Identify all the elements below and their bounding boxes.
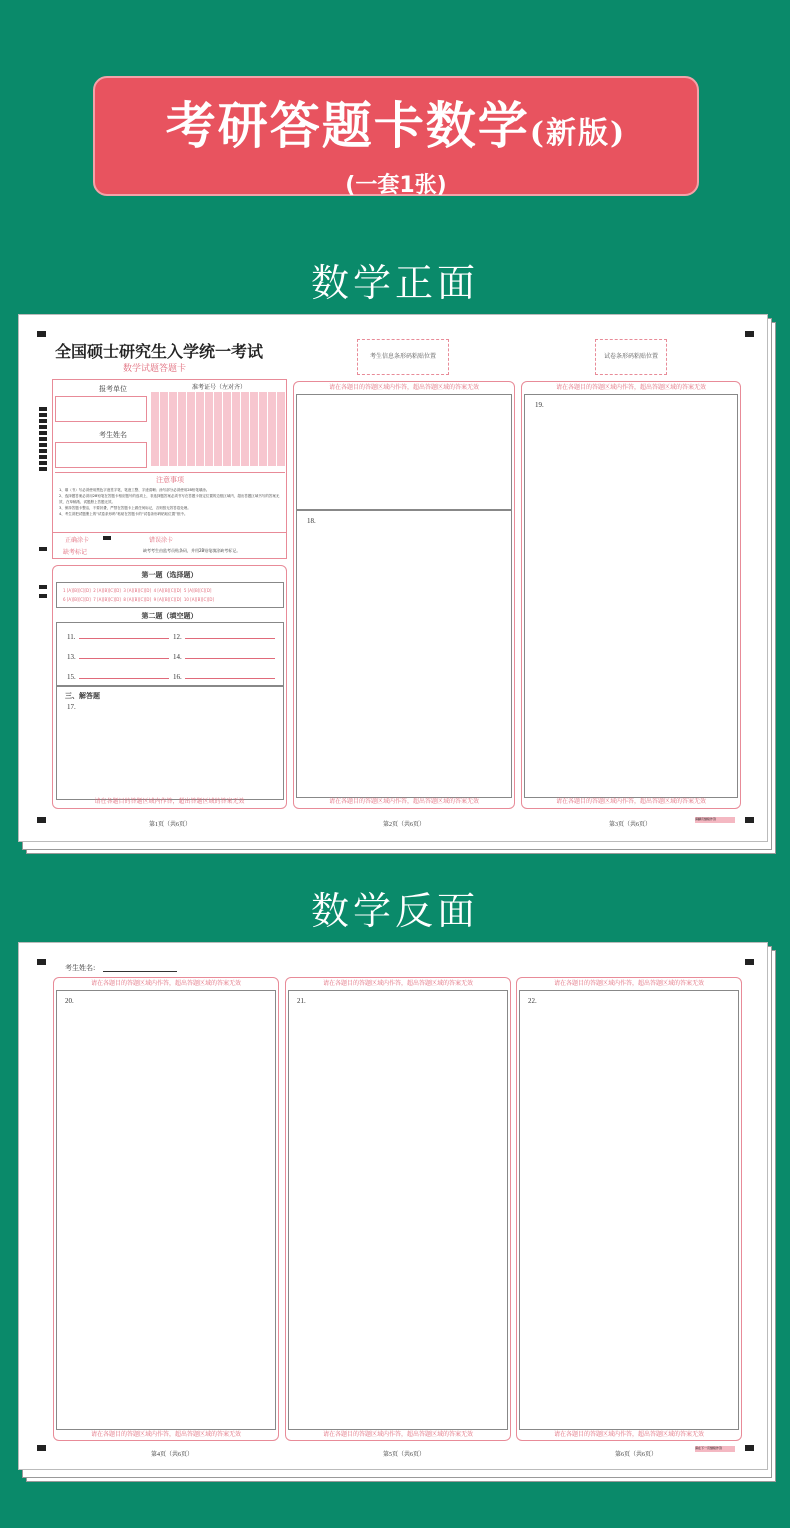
q21-area[interactable]: 21. xyxy=(288,990,508,1430)
back-name-label: 考生姓名: xyxy=(65,964,96,972)
exam-number-grid[interactable] xyxy=(151,392,285,466)
info-panel xyxy=(52,379,287,559)
back-heading: 数学反面 xyxy=(310,889,479,933)
wrong-label: 错误涂卡 xyxy=(149,537,174,544)
q19-area[interactable]: 19. xyxy=(524,394,738,798)
sec2-title: 第二题（填空题） xyxy=(141,612,198,620)
banner-title: 考研答题卡数学 xyxy=(165,96,530,155)
banner-subtitle: (一套1张) xyxy=(345,173,447,198)
timing-marks xyxy=(39,407,47,473)
correct-label: 正确涂卡 xyxy=(65,537,90,544)
absent-note: 缺考考生由监考员贴条码，并用2B铅笔填涂缺考标记。 xyxy=(143,548,241,553)
sec1-title: 第一题（选择题） xyxy=(141,571,198,579)
answer-panel-3: 请在各题目的答题区域内作答，超出答题区域的答案无效 19. 请在各题目的答题区域内作答，超出答题区域的答案无效 xyxy=(521,381,741,809)
name-field[interactable] xyxy=(55,442,147,468)
exam-title: 全国硕士研究生入学统一考试 xyxy=(55,342,264,361)
notice-title: 注意事项 xyxy=(156,476,184,484)
unit-field[interactable] xyxy=(55,396,147,422)
page-1: 第1页（共6页） xyxy=(149,822,192,828)
title-banner xyxy=(93,76,699,196)
q17-continue-area[interactable] xyxy=(296,394,512,510)
page-4: 第4页（共6页） xyxy=(151,1452,194,1458)
back-sheet xyxy=(18,942,776,1482)
front-sheet xyxy=(18,314,776,854)
front-heading: 数学正面 xyxy=(310,261,479,305)
paste-area-2: 试卷条形码粘贴位置 xyxy=(595,339,667,375)
back-next-hint: 请在下一页继续作答 xyxy=(695,1446,735,1452)
unit-label: 报考单位 xyxy=(99,385,127,393)
answer-panel-5: 请在各题目的答题区域内作答，超出答题区域的答案无效 21. 请在各题目的答题区域内作答，超出答题区域的答案无效 xyxy=(285,977,511,1441)
answer-panel-1: 第一题（选择题） 1 [A][B][C][D] 2 [A][B][C][D] 3 [A][B][C][D] 4 [A][B][C][D] 5 [A][B][C][D] 6 [A][B][C][D] 7 [A][B][C][D] 8 [A][B][C][D] 9 [A][B][C][D] 10 [A][B][C][D] 第二题（填空题） 11. 12. 13. 14. 15. 16. 三、解答题 17. 请在各题目的答题区域内作答，超出答题区域的答案无效 xyxy=(52,565,287,809)
paste-area-1: 考生信息条形码粘贴位置 xyxy=(357,339,449,375)
next-page-hint: 请翻页继续作答 xyxy=(695,817,735,823)
name-label: 考生姓名 xyxy=(99,431,127,439)
banner-suffix: (新版) xyxy=(529,116,627,151)
answer-panel-4: 请在各题目的答题区域内作答，超出答题区域的答案无效 20. 请在各题目的答题区域内作答，超出答题区域的答案无效 xyxy=(53,977,279,1441)
card-title: 数学试题答题卡 xyxy=(123,364,187,374)
q20-area[interactable]: 20. xyxy=(56,990,276,1430)
q17-area[interactable]: 三、解答题 17. xyxy=(56,686,284,800)
answer-panel-6: 请在各题目的答题区域内作答，超出答题区域的答案无效 22. 请在各题目的答题区域内作答，超出答题区域的答案无效 xyxy=(516,977,742,1441)
blank-area[interactable]: 11. 12. 13. 14. 15. 16. xyxy=(56,622,284,686)
choice-grid[interactable]: 1 [A][B][C][D] 2 [A][B][C][D] 3 [A][B][C][D] 4 [A][B][C][D] 5 [A][B][C][D] 6 [A][B][C][D] 7 [A][B][C][D] 8 [A][B][C][D] 9 [A][B][C][D] 10 [A][B][C][D] xyxy=(56,582,284,608)
q18-area[interactable]: 18. xyxy=(296,510,512,798)
page-3: 第3页（共6页） xyxy=(609,822,652,828)
sec3-title: 三、解答题 xyxy=(65,692,100,700)
page-6: 第6页（共6页） xyxy=(615,1452,658,1458)
back-name-field[interactable] xyxy=(103,971,177,972)
zkz-label: 准考证号（左对齐） xyxy=(191,384,246,391)
notice-text: 1、填（书）写必须使用黑色字迹签字笔，笔迹工整、字迹清晰；涂写部分必须使用2B铅笔填涂。 2、选择题答案必须用2B铅笔在答题卡相应题号的选项上，非选择题答案必须书写在答题卡指定位置的边框区域内，超出答题区域书写的答案无效，在草稿纸、试题册上答题无效。 3、保持答题卡整洁，不要折叠，严禁在答题卡上做任何标记，否则按无效答卷处理。 4、考生须把试题册上的“试卷条形码”粘贴在答题卡的“试卷条形码粘贴位置”框中。 xyxy=(59,488,280,516)
page-2: 第2页（共6页） xyxy=(383,822,426,828)
page-5: 第5页（共6页） xyxy=(383,1452,426,1458)
absent-label[interactable]: 缺考标记 xyxy=(63,549,88,556)
answer-panel-2: 请在各题目的答题区域内作答，超出答题区域的答案无效 18. 请在各题目的答题区域内作答，超出答题区域的答案无效 xyxy=(293,381,515,809)
q22-area[interactable]: 22. xyxy=(519,990,739,1430)
